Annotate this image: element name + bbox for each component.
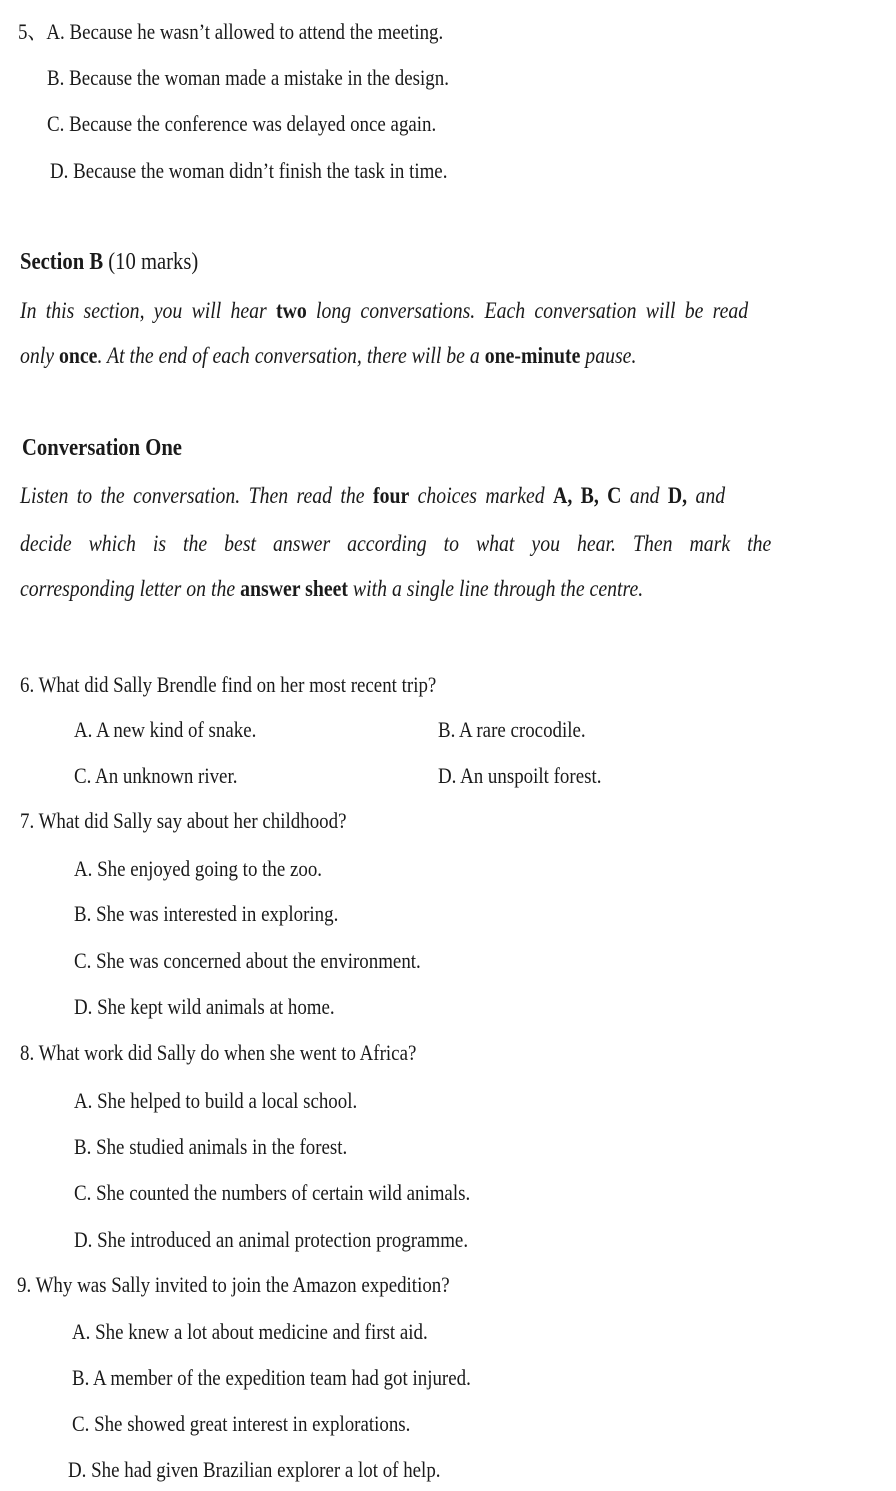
conversation-one-instructions-line2: decide which is the best answer according to what you hear. Then mark the [20,531,772,556]
section-b-instructions-line1: In this section, you will hear two long conversations. Each conversation will be read [20,298,749,323]
q9-option-d: D. She had given Brazilian explorer a lot of help. [68,1457,441,1482]
q6-option-c: C. An unknown river. [74,763,238,788]
section-b-heading: Section B (10 marks) [20,249,199,275]
q7-option-d: D. She kept wild animals at home. [74,994,335,1019]
q9-option-b: B. A member of the expedition team had got injured. [72,1365,471,1390]
q8-option-b: B. She studied animals in the forest. [74,1134,348,1159]
q5-option-d: D. Because the woman didn’t finish the task in time. [50,158,448,183]
q6-option-b: B. A rare crocodile. [438,717,586,742]
conversation-one-instructions-line3: corresponding letter on the answer sheet with a single line through the centre. [20,576,644,601]
q7-option-c: C. She was concerned about the environment. [74,948,421,973]
q6-option-a: A. A new kind of snake. [74,717,257,742]
q9-option-a: A. She knew a lot about medicine and first aid. [72,1319,428,1344]
conversation-one-instructions-line1: Listen to the conversation. Then read the four choices marked A, B, C and D, and [20,483,726,508]
q9-option-c: C. She showed great interest in explorations. [72,1411,411,1436]
q9-stem: 9. Why was Sally invited to join the Amazon expedition? [17,1272,450,1297]
q5-option-b: B. Because the woman made a mistake in the design. [47,65,449,90]
q5-option-c: C. Because the conference was delayed once again. [47,111,437,136]
q6-option-d: D. An unspoilt forest. [438,763,602,788]
section-b-instructions-line2: only once. At the end of each conversation, there will be a one-minute pause. [20,343,637,368]
q8-option-a: A. She helped to build a local school. [74,1088,358,1113]
q7-option-a: A. She enjoyed going to the zoo. [74,856,323,881]
q7-stem: 7. What did Sally say about her childhood? [20,808,347,833]
q8-option-c: C. She counted the numbers of certain wild animals. [74,1180,471,1205]
q6-stem: 6. What did Sally Brendle find on her most recent trip? [20,672,437,697]
q7-option-b: B. She was interested in exploring. [74,901,339,926]
q5-option-a: 5、A. Because he wasn’t allowed to attend the meeting. [18,19,444,44]
q5-number: 5、 [18,19,47,44]
q8-option-d: D. She introduced an animal protection programme. [74,1227,469,1252]
conversation-one-heading: Conversation One [22,435,182,461]
q8-stem: 8. What work did Sally do when she went to Africa? [20,1040,417,1065]
